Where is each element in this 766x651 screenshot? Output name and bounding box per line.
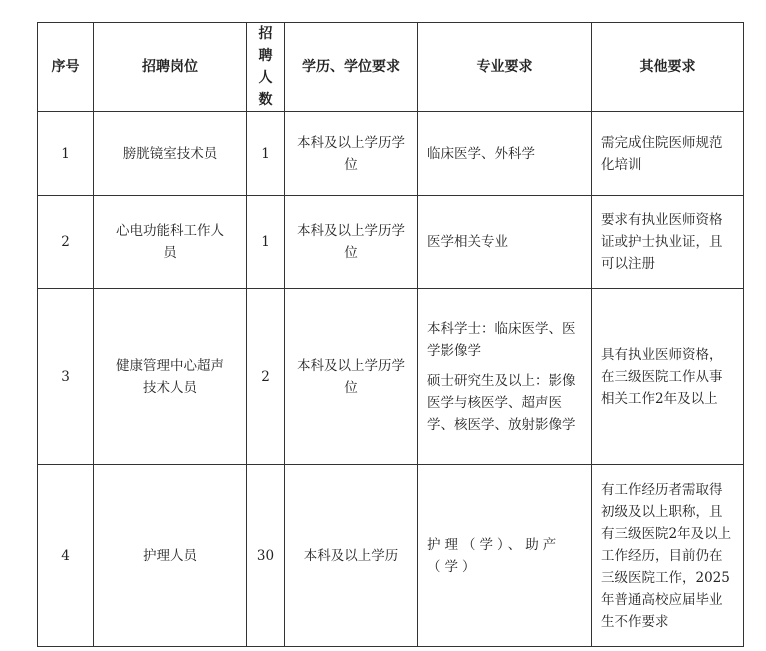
- cell-seq: 1: [38, 112, 94, 196]
- header-education: 学历、学位要求: [285, 23, 418, 112]
- table-row: [38, 289, 744, 465]
- cell-major: 临床医学、外科学: [418, 112, 592, 196]
- cell-education: 本科及以上学历学位: [285, 196, 418, 289]
- cell-count: 1: [247, 112, 285, 196]
- table-row: [38, 465, 744, 647]
- cell-education: 本科及以上学历学位: [285, 289, 418, 465]
- header-other: 其他要求: [592, 23, 744, 112]
- cell-seq: 3: [38, 289, 94, 465]
- cell-major: 护理（学）、助产（学）: [418, 465, 592, 647]
- cell-other: 具有执业医师资格，在三级医院工作从事相关工作2年及以上: [592, 289, 744, 465]
- cell-position: 膀胱镜室技术员: [94, 112, 247, 196]
- header-position: 招聘岗位: [94, 23, 247, 112]
- recruitment-table: [37, 22, 744, 647]
- cell-position: 心电功能科工作人员: [94, 196, 247, 289]
- major-master: 硕士研究生及以上：影像医学与核医学、超声医学、核医学、放射影像学: [427, 372, 576, 433]
- major-bachelor: 本科学士：临床医学、医学影像学: [427, 320, 576, 359]
- header-count-line2: 人数: [258, 70, 273, 108]
- cell-position: 护理人员: [94, 465, 247, 647]
- cell-major: 医学相关专业: [418, 196, 592, 289]
- header-count: [247, 23, 285, 112]
- cell-count: 30: [247, 465, 285, 647]
- cell-education: 本科及以上学历学位: [285, 112, 418, 196]
- header-row: [38, 23, 744, 112]
- header-count-line1: 招聘: [258, 26, 273, 64]
- cell-position: 健康管理中心超声技术人员: [94, 289, 247, 465]
- cell-other: 要求有执业医师资格证或护士执业证，且可以注册: [592, 196, 744, 289]
- cell-count: 1: [247, 196, 285, 289]
- cell-other: 需完成住院医师规范化培训: [592, 112, 744, 196]
- cell-major: [418, 289, 592, 465]
- table-row: [38, 112, 744, 196]
- cell-other: 有工作经历者需取得初级及以上职称，且有三级医院2年及以上工作经历，目前仍在三级医院工作，2025年普通高校应届毕业生不作要求: [592, 465, 744, 647]
- header-seq: 序号: [38, 23, 94, 112]
- table-row: [38, 196, 744, 289]
- cell-count: 2: [247, 289, 285, 465]
- cell-education: 本科及以上学历: [285, 465, 418, 647]
- cell-seq: 4: [38, 465, 94, 647]
- cell-seq: 2: [38, 196, 94, 289]
- header-major: 专业要求: [418, 23, 592, 112]
